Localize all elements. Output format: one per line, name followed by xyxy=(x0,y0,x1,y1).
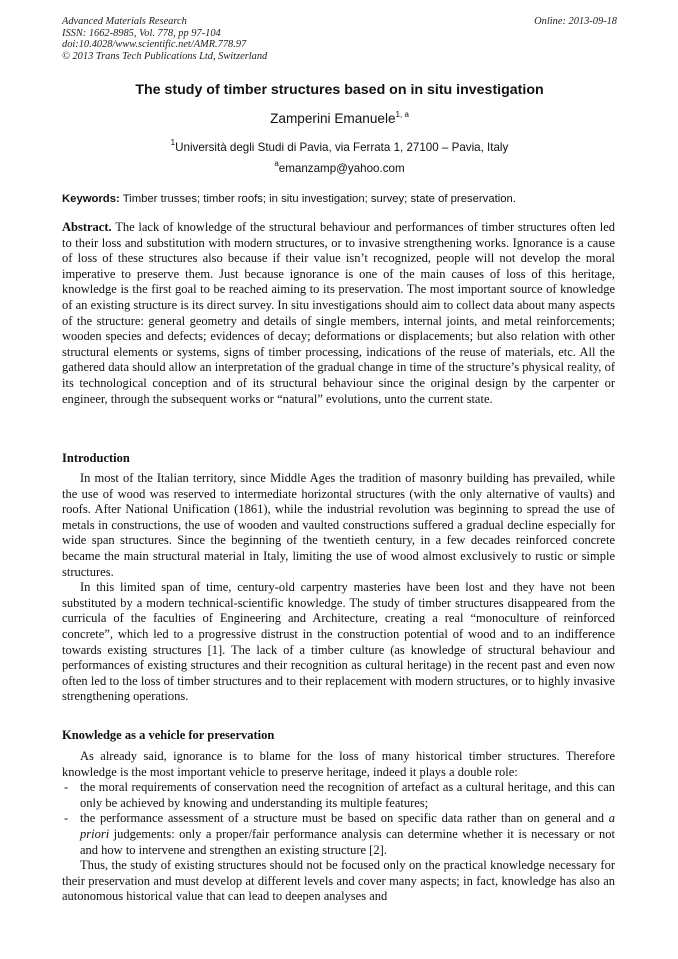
paragraph: In this limited span of time, century-old carpentry masteries have been lost and they have not been substituted by a modern technical-scientific knowledge. The study of timber structures disappeared from the curricula of the faculties of Engineering and Architecture, creating a real “monoculture of reinforced concrete”, which led to a progressive distrust in the construction potential of wood and to an indifference towards existing structures [1]. The lack of a timber culture (as knowledge of structural behaviour and performances of existing structures and their recognition as cultural heritage) in the recent past and even now often led to the loss of timber structures and to their replacement with modern structures, or to highly invasive strengthening operations. xyxy=(62,580,615,704)
author-superscript: 1, a xyxy=(395,110,409,119)
affiliation-text: Università degli Studi di Pavia, via Ferrata 1, 27100 – Pavia, Italy xyxy=(175,141,509,154)
journal-copyright: © 2013 Trans Tech Publications Ltd, Switzerland xyxy=(62,50,268,62)
abstract-text: The lack of knowledge of the structural behaviour and performances of timber structures often led to their loss and substitution with modern structures, or to invasive strengthening works. Ignorance is a cause of loss of these structures also because if their value isn’t recognized, people will not develop the moral imperative to preserve them. Just because ignorance is one of the main causes of loss of this heritage, knowledge is the first goal to be reached aiming to its preservation. The most important source of knowledge of an existing structure is its direct survey. In situ investigations should aim to collect data about many aspects of the structure: general geometry and details of single members, internal joints, and metal reinforcements; wooden species and defects; evidences of decay; deformations or displacements; but also relation with other structural elements or systems, signs of timber processing, indications of the reuse of materials, etc. All the gathered data should allow an interpretation of the gradual change in time of the structure’s physical reality, of its technological conception and of its structural behaviour since the original design by the carpenter or engineer, through the subsequent works or “natural” evolutions, unto the current state. xyxy=(62,220,615,406)
section-heading-introduction: Introduction xyxy=(62,451,130,465)
abstract xyxy=(62,220,615,407)
email-superscript: a xyxy=(274,159,279,168)
paper-title: The study of timber structures based on in situ investigation xyxy=(135,82,544,98)
journal-doi: doi:10.4028/www.scientific.net/AMR.778.97 xyxy=(62,39,247,51)
journal-issn: ISSN: 1662-8985, Vol. 778, pp 97-104 xyxy=(62,27,221,39)
section-heading-knowledge: Knowledge as a vehicle for preservation xyxy=(62,728,275,742)
list-item xyxy=(62,780,615,811)
paragraph: In most of the Italian territory, since Middle Ages the tradition of masonry building has prevailed, while the use of wood was reserved to intermediate horizontal structures (with the only alternative of vaults) and roofs. After National Unification (1861), while the industrial revolution was beginning to spread the use of metals in constructions, the use of wooden and vaulted constructions suffered a gradual decline especially for wide span structures. Since the beginning of the twentieth century, in a few decades reinforced concrete became the main structural material in Italy, limiting the use of wood almost exclusively to rustic or simple structures. xyxy=(62,471,615,579)
affiliation xyxy=(62,138,617,154)
keywords-text: Timber trusses; timber roofs; in situ investigation; survey; state of preservation. xyxy=(122,193,516,205)
list-item xyxy=(62,811,615,858)
author-name: Zamperini Emanuele xyxy=(270,111,396,126)
list-item-text: the moral requirements of conservation need the recognition of artefact as a cultural heritage, and this can only be achieved by knowing and understanding its multiple features; xyxy=(80,780,615,810)
keywords-label: Keywords: xyxy=(62,193,120,205)
paragraph: Thus, the study of existing structures should not be focused only on the practical knowledge necessary for their preservation and must develop at different levels and cover many aspects; in fact, knowledge has also an autonomous historical value that can lead to deepen analyses and xyxy=(62,858,615,904)
list-item-text: the performance assessment of a structure must be based on specific data rather than on general and xyxy=(80,811,609,826)
abstract-label: Abstract. xyxy=(62,220,112,234)
journal-name: Advanced Materials Research xyxy=(62,16,187,27)
introduction-section xyxy=(62,471,615,705)
online-date: Online: 2013-09-18 xyxy=(534,16,617,27)
journal-header xyxy=(62,16,617,62)
keywords xyxy=(62,193,617,205)
bullet-dash: - xyxy=(64,780,69,795)
bullet-dash: - xyxy=(64,811,69,826)
author-email xyxy=(62,159,617,175)
list-item-text: judgements: only a proper/fair performance analysis can determine whether it is necessary or not and how to intervene and strengthen an existing structure [2]. xyxy=(80,826,615,857)
affiliation-superscript: 1 xyxy=(170,138,176,147)
paragraph: As already said, ignorance is to blame for the loss of many historical timber structures. Therefore knowledge is the most important vehicle to preserve heritage, indeed it plays a double role: xyxy=(62,749,615,779)
knowledge-section xyxy=(62,749,615,905)
emphasis: a priori xyxy=(80,811,615,841)
email-text: emanzamp@yahoo.com xyxy=(278,162,405,175)
author-line xyxy=(62,110,617,126)
